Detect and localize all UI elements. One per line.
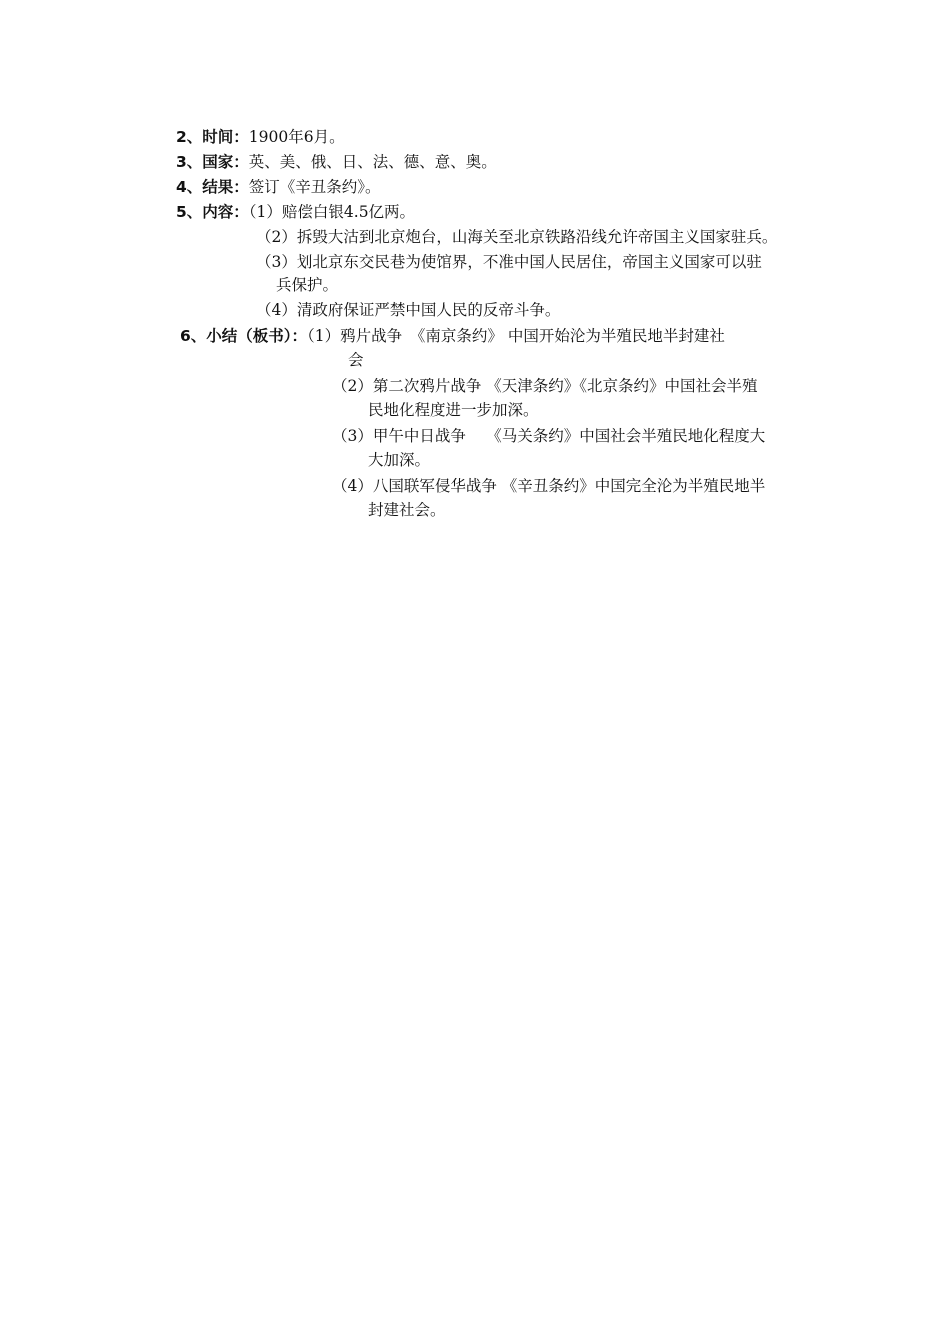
summary-point-3-cont: 大加深。 [368, 451, 431, 469]
summary-point-1: （1）鸦片战争 《南京条约》 中国开始沦为半殖民地半封建社 [307, 327, 725, 345]
item-countries-text: 英、美、俄、日、法、德、意、奥。 [248, 153, 497, 171]
item-time [176, 127, 345, 147]
content-point-1: （1）赔偿白银4.5亿两。 [248, 203, 416, 221]
item-time-label: 2、时间： [176, 128, 249, 146]
item-countries [176, 152, 497, 172]
item-time-text: 1900年6月。 [248, 128, 345, 146]
item-result [176, 177, 381, 197]
summary-point-3: （3）甲午中日战争 《马关条约》中国社会半殖民地化程度大 [332, 427, 766, 445]
content-point-3: （3）划北京东交民巷为使馆界，不准中国人民居住，帝国主义国家可以驻 [256, 253, 762, 271]
item-countries-label: 3、国家： [176, 153, 249, 171]
summary-point-2: （2）第二次鸦片战争 《天津条约》《北京条约》中国社会半殖 [332, 377, 758, 395]
summary-point-4: （4）八国联军侵华战争 《辛丑条约》中国完全沦为半殖民地半 [332, 477, 766, 495]
item-content [176, 202, 415, 222]
content-point-2: （2）拆毁大沽到北京炮台，山海关至北京铁路沿线允许帝国主义国家驻兵。 [256, 228, 778, 246]
item-summary [180, 326, 725, 346]
item-summary-label: 6、小结（板书）： [180, 327, 308, 345]
content-point-4: （4）清政府保证严禁中国人民的反帝斗争。 [256, 301, 561, 319]
summary-point-2-cont: 民地化程度进一步加深。 [368, 401, 539, 419]
item-result-text: 签订《辛丑条约》。 [248, 178, 381, 196]
item-result-label: 4、结果： [176, 178, 249, 196]
content-point-3-cont: 兵保护。 [276, 276, 339, 294]
item-content-label: 5、内容： [176, 203, 249, 221]
summary-point-4-cont: 封建社会。 [368, 501, 446, 519]
summary-point-1-cont: 会 [348, 351, 364, 369]
